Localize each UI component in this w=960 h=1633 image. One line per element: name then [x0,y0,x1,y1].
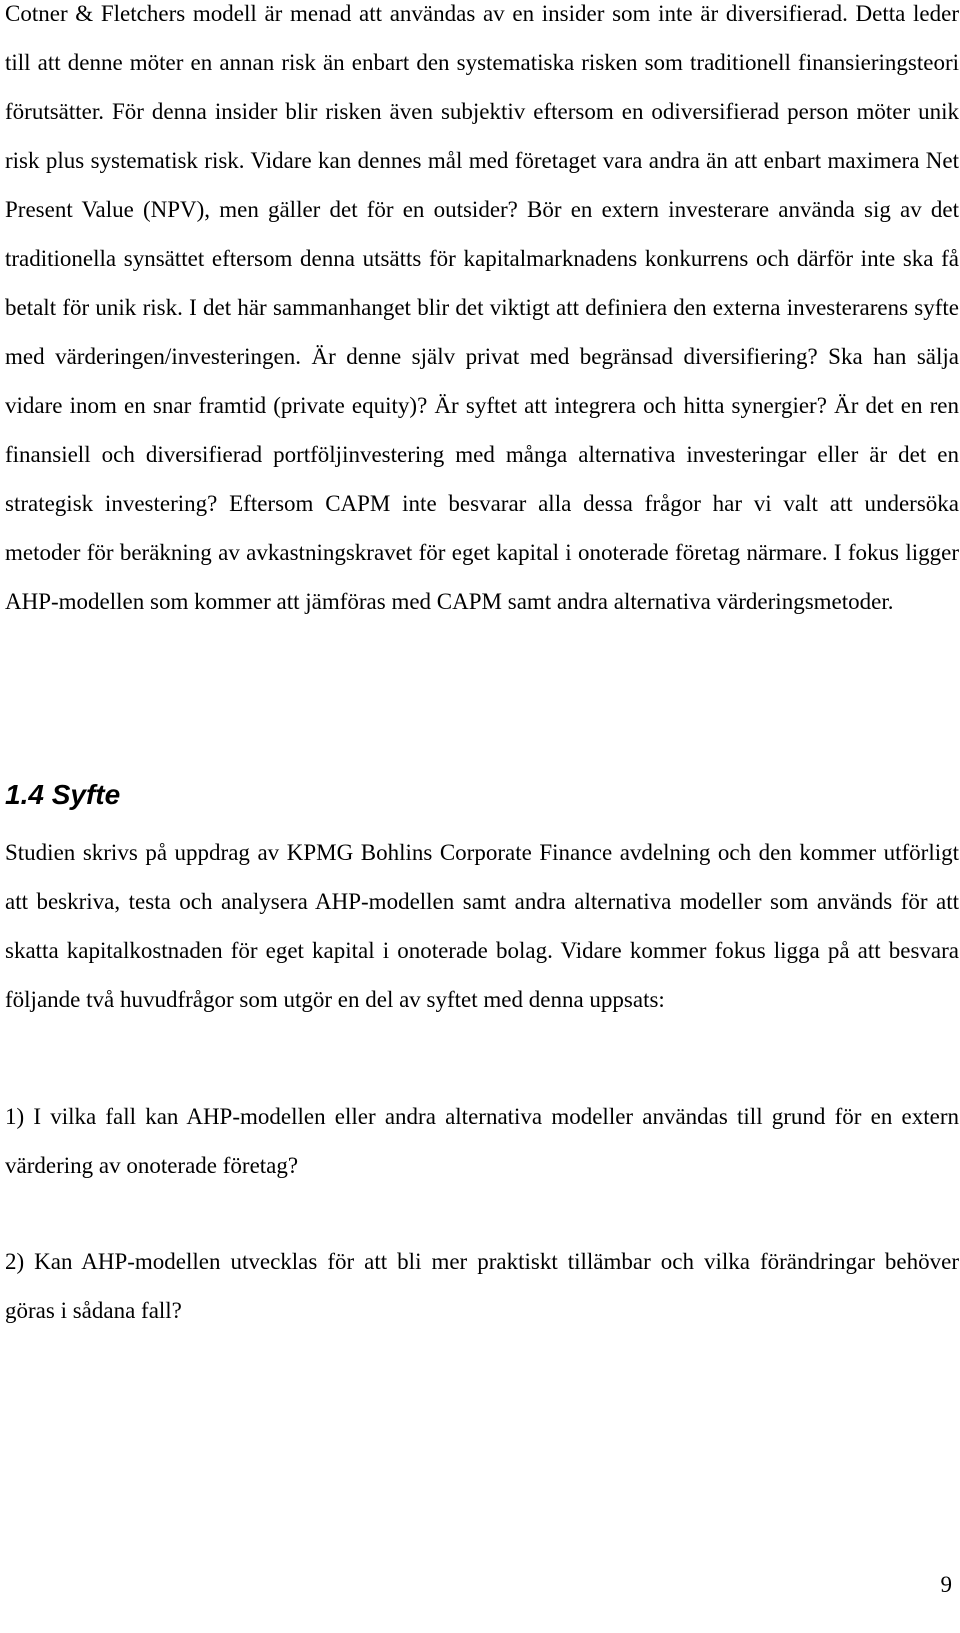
page-number: 9 [940,1572,952,1597]
section-heading: 1.4 Syfte [5,779,121,810]
document-page [5,0,959,626]
intro-paragraph: Cotner & Fletchers modell är menad att användas av en insider som inte är diversifierad. Detta leder till att denne möter en annan risk än enbart den systematiska risken som traditionell finansieringsteori förutsätter. För denna insider blir risken även subjektiv eftersom en odiversifierad person möter unik risk plus systematisk risk. Vidare kan dennes mål med företaget vara andra än att enbart maximera Net Present Value (NPV), men gäller det för en outsider? Bör en extern investerare använda sig av det traditionella synsättet eftersom denna utsätts för kapitalmarknadens konkurrens och därför inte ska få betalt för unik risk. I det här sammanhanget blir det viktigt att definiera den externa investerarens syfte med värderingen/investeringen. Är denne själv privat med begränsad diversifiering? Ska han sälja vidare inom en snar framtid (private equity)? Är syftet att integrera och hitta synergier? Är det en ren finansiell och diversifierad portföljinvestering med många alternativa investeringar eller är det en strategisk investering? Eftersom CAPM inte besvarar alla dessa frågor har vi valt att undersöka metoder för beräkning av avkastningskravet för eget kapital i onoterade företag närmare. I fokus ligger AHP-modellen som kommer att jämföras med CAPM samt andra alternativa värderingsmetoder. [5,1,959,614]
question-item-1: 1) I vilka fall kan AHP-modellen eller andra alternativa modeller användas till grund för en extern värdering av onoterade företag? [5,1104,959,1178]
question-2-block [5,1237,959,1335]
purpose-block [5,828,959,1024]
purpose-paragraph: Studien skrivs på uppdrag av KPMG Bohlins Corporate Finance avdelning och den kommer utförligt att beskriva, testa och analysera AHP-modellen samt andra alternativa modeller som används för att skatta kapitalkostnaden för eget kapital i onoterade bolag. Vidare kommer fokus ligga på att besvara följande två huvudfrågor som utgör en del av syftet med denna uppsats: [5,840,959,1012]
question-item-2: 2) Kan AHP-modellen utvecklas för att bli mer praktiskt tillämbar och vilka förändringar behöver göras i sådana fall? [5,1249,959,1323]
question-1-block [5,1092,959,1190]
